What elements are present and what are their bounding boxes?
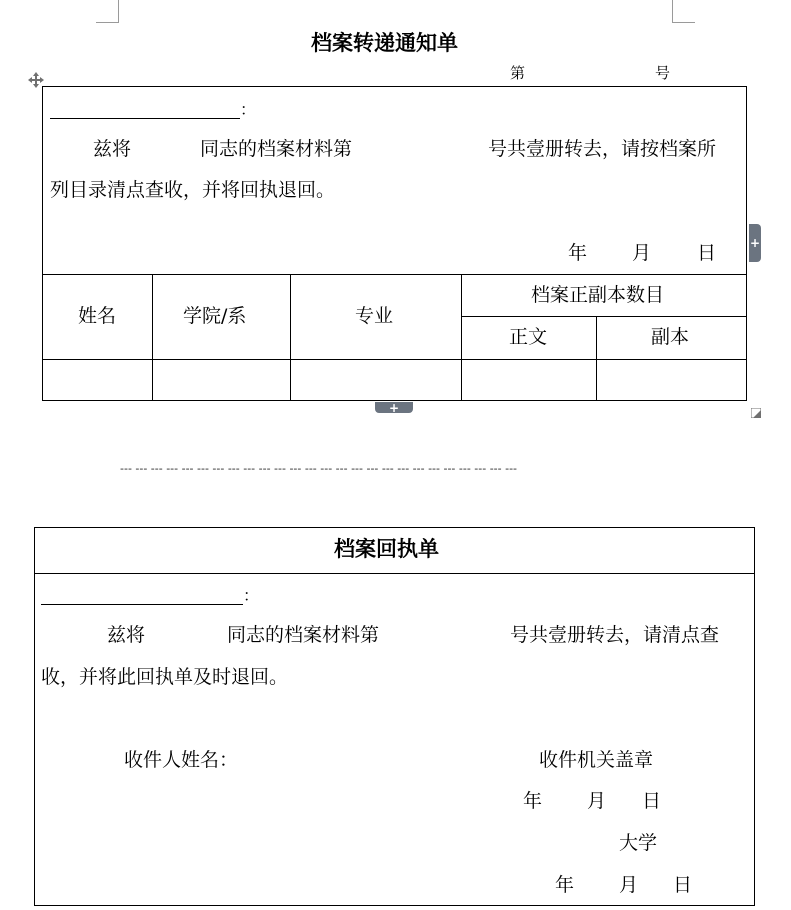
cell-original[interactable]: [462, 360, 595, 400]
receipt-date-day: 日: [642, 790, 662, 812]
header-major: 专业: [355, 305, 394, 327]
resize-handle-icon[interactable]: [751, 403, 761, 413]
header-college: 学院/系: [183, 305, 247, 327]
page-corner-mark-right: [672, 0, 695, 23]
plus-icon: +: [388, 400, 400, 415]
plus-icon: +: [749, 236, 761, 250]
receipt-title: 档案回执单: [334, 537, 439, 561]
header-name: 姓名: [78, 305, 117, 327]
receipt-title-divider: [34, 573, 755, 574]
notice-title: 档案转递通知单: [311, 31, 458, 55]
add-column-button[interactable]: [749, 224, 761, 262]
add-row-button[interactable]: [375, 402, 413, 413]
notice-date-year: 年: [568, 242, 588, 264]
header-original: 正文: [509, 326, 548, 348]
cell-name[interactable]: [43, 360, 151, 400]
cut-line-divider: --- --- --- --- --- --- --- --- --- --- --- --- --- --- --- --- --- --- --- --- --- --- --- --- --- ---: [120, 462, 518, 475]
receipt-date-year: 年: [523, 790, 543, 812]
cell-copy[interactable]: [597, 360, 746, 400]
receipt-date2-day: 日: [673, 874, 693, 896]
university-label: 大学: [619, 832, 658, 854]
receipt-body-part1: 兹将: [107, 624, 146, 646]
receipt-date2-month: 月: [619, 874, 639, 896]
cell-major[interactable]: [291, 360, 460, 400]
notice-date-month: 月: [632, 242, 652, 264]
receipt-body-line2: 收，并将此回执单及时退回。: [41, 666, 289, 688]
notice-grid-line: [42, 274, 747, 275]
receipt-addressee-line[interactable]: [41, 604, 243, 605]
notice-grid-line: [461, 316, 747, 317]
receipt-date-month: 月: [587, 790, 607, 812]
page-corner-mark-left: [96, 0, 119, 23]
notice-date-day: 日: [697, 242, 717, 264]
receipt-body-part3: 号共壹册转去，请清点查: [510, 624, 720, 646]
notice-addressee-colon: ：: [240, 100, 257, 119]
receipt-addressee-colon: ：: [243, 586, 260, 605]
notice-body-part1: 兹将: [93, 138, 132, 160]
notice-number-suffix: 号: [655, 64, 671, 82]
notice-body-part2: 同志的档案材料第: [200, 138, 353, 160]
receipt-body-part2: 同志的档案材料第: [227, 624, 380, 646]
notice-addressee-line[interactable]: [50, 118, 240, 119]
notice-body-line2: 列目录清点查收，并将回执退回。: [50, 179, 336, 201]
seal-label: 收件机关盖章: [539, 749, 654, 771]
notice-body-part3: 号共壹册转去，请按档案所: [488, 138, 717, 160]
receiver-name-label: 收件人姓名：: [124, 749, 239, 771]
header-count: 档案正副本数目: [531, 284, 665, 306]
cell-college[interactable]: [153, 360, 289, 400]
header-copy: 副本: [651, 326, 690, 348]
notice-number-prefix: 第: [510, 64, 526, 82]
receipt-date2-year: 年: [555, 874, 575, 896]
